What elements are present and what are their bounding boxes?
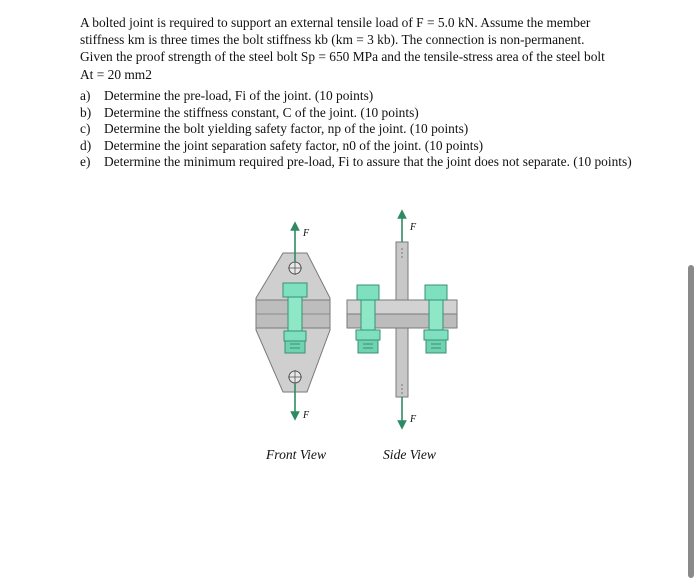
part-text: Determine the stiffness constant, C of the joint. (10 points) (104, 104, 419, 120)
part-text: Determine the pre-load, Fi of the joint. (10 points) (104, 88, 374, 103)
part-marker: b) (80, 104, 92, 120)
paragraph-line-2: stiffness km is three times the bolt stiffness kb (km = 3 kb). The connection is non-permanent. (80, 32, 585, 48)
part-text: Determine the minimum required pre-load, Fi to assure that the joint does not separate. (10 points) (104, 154, 632, 170)
side-view-caption: Side View (383, 447, 436, 462)
part-text: Determine the bolt yielding safety factor, np of the joint. (10 points) (104, 121, 469, 137)
paragraph-line-4: At = 20 mm2 (80, 66, 152, 82)
front-view-caption: Front View (266, 447, 327, 462)
paragraph-line-1: A bolted joint is required to support an external tensile load of F = 5.0 kN. Assume the member (80, 15, 591, 30)
front-view-drawing (256, 226, 330, 421)
vertical-scrollbar[interactable] (688, 265, 694, 578)
part-marker: e) (80, 154, 91, 170)
paragraph-line-3: Given the proof strength of the steel bolt Sp = 650 MPa and the tensile-stress area of the steel bolt (80, 49, 605, 65)
part-marker: d) (80, 137, 92, 153)
part-marker: c) (80, 121, 91, 137)
front-force-label-bottom: F (303, 410, 310, 421)
side-force-label-bottom: F (410, 414, 417, 425)
front-force-label-top: F (303, 228, 310, 239)
part-marker: a) (80, 88, 91, 103)
side-view-drawing (347, 214, 457, 425)
part-text: Determine the joint separation safety factor, n0 of the joint. (10 points) (104, 137, 484, 153)
side-force-label-top: F (410, 222, 417, 233)
